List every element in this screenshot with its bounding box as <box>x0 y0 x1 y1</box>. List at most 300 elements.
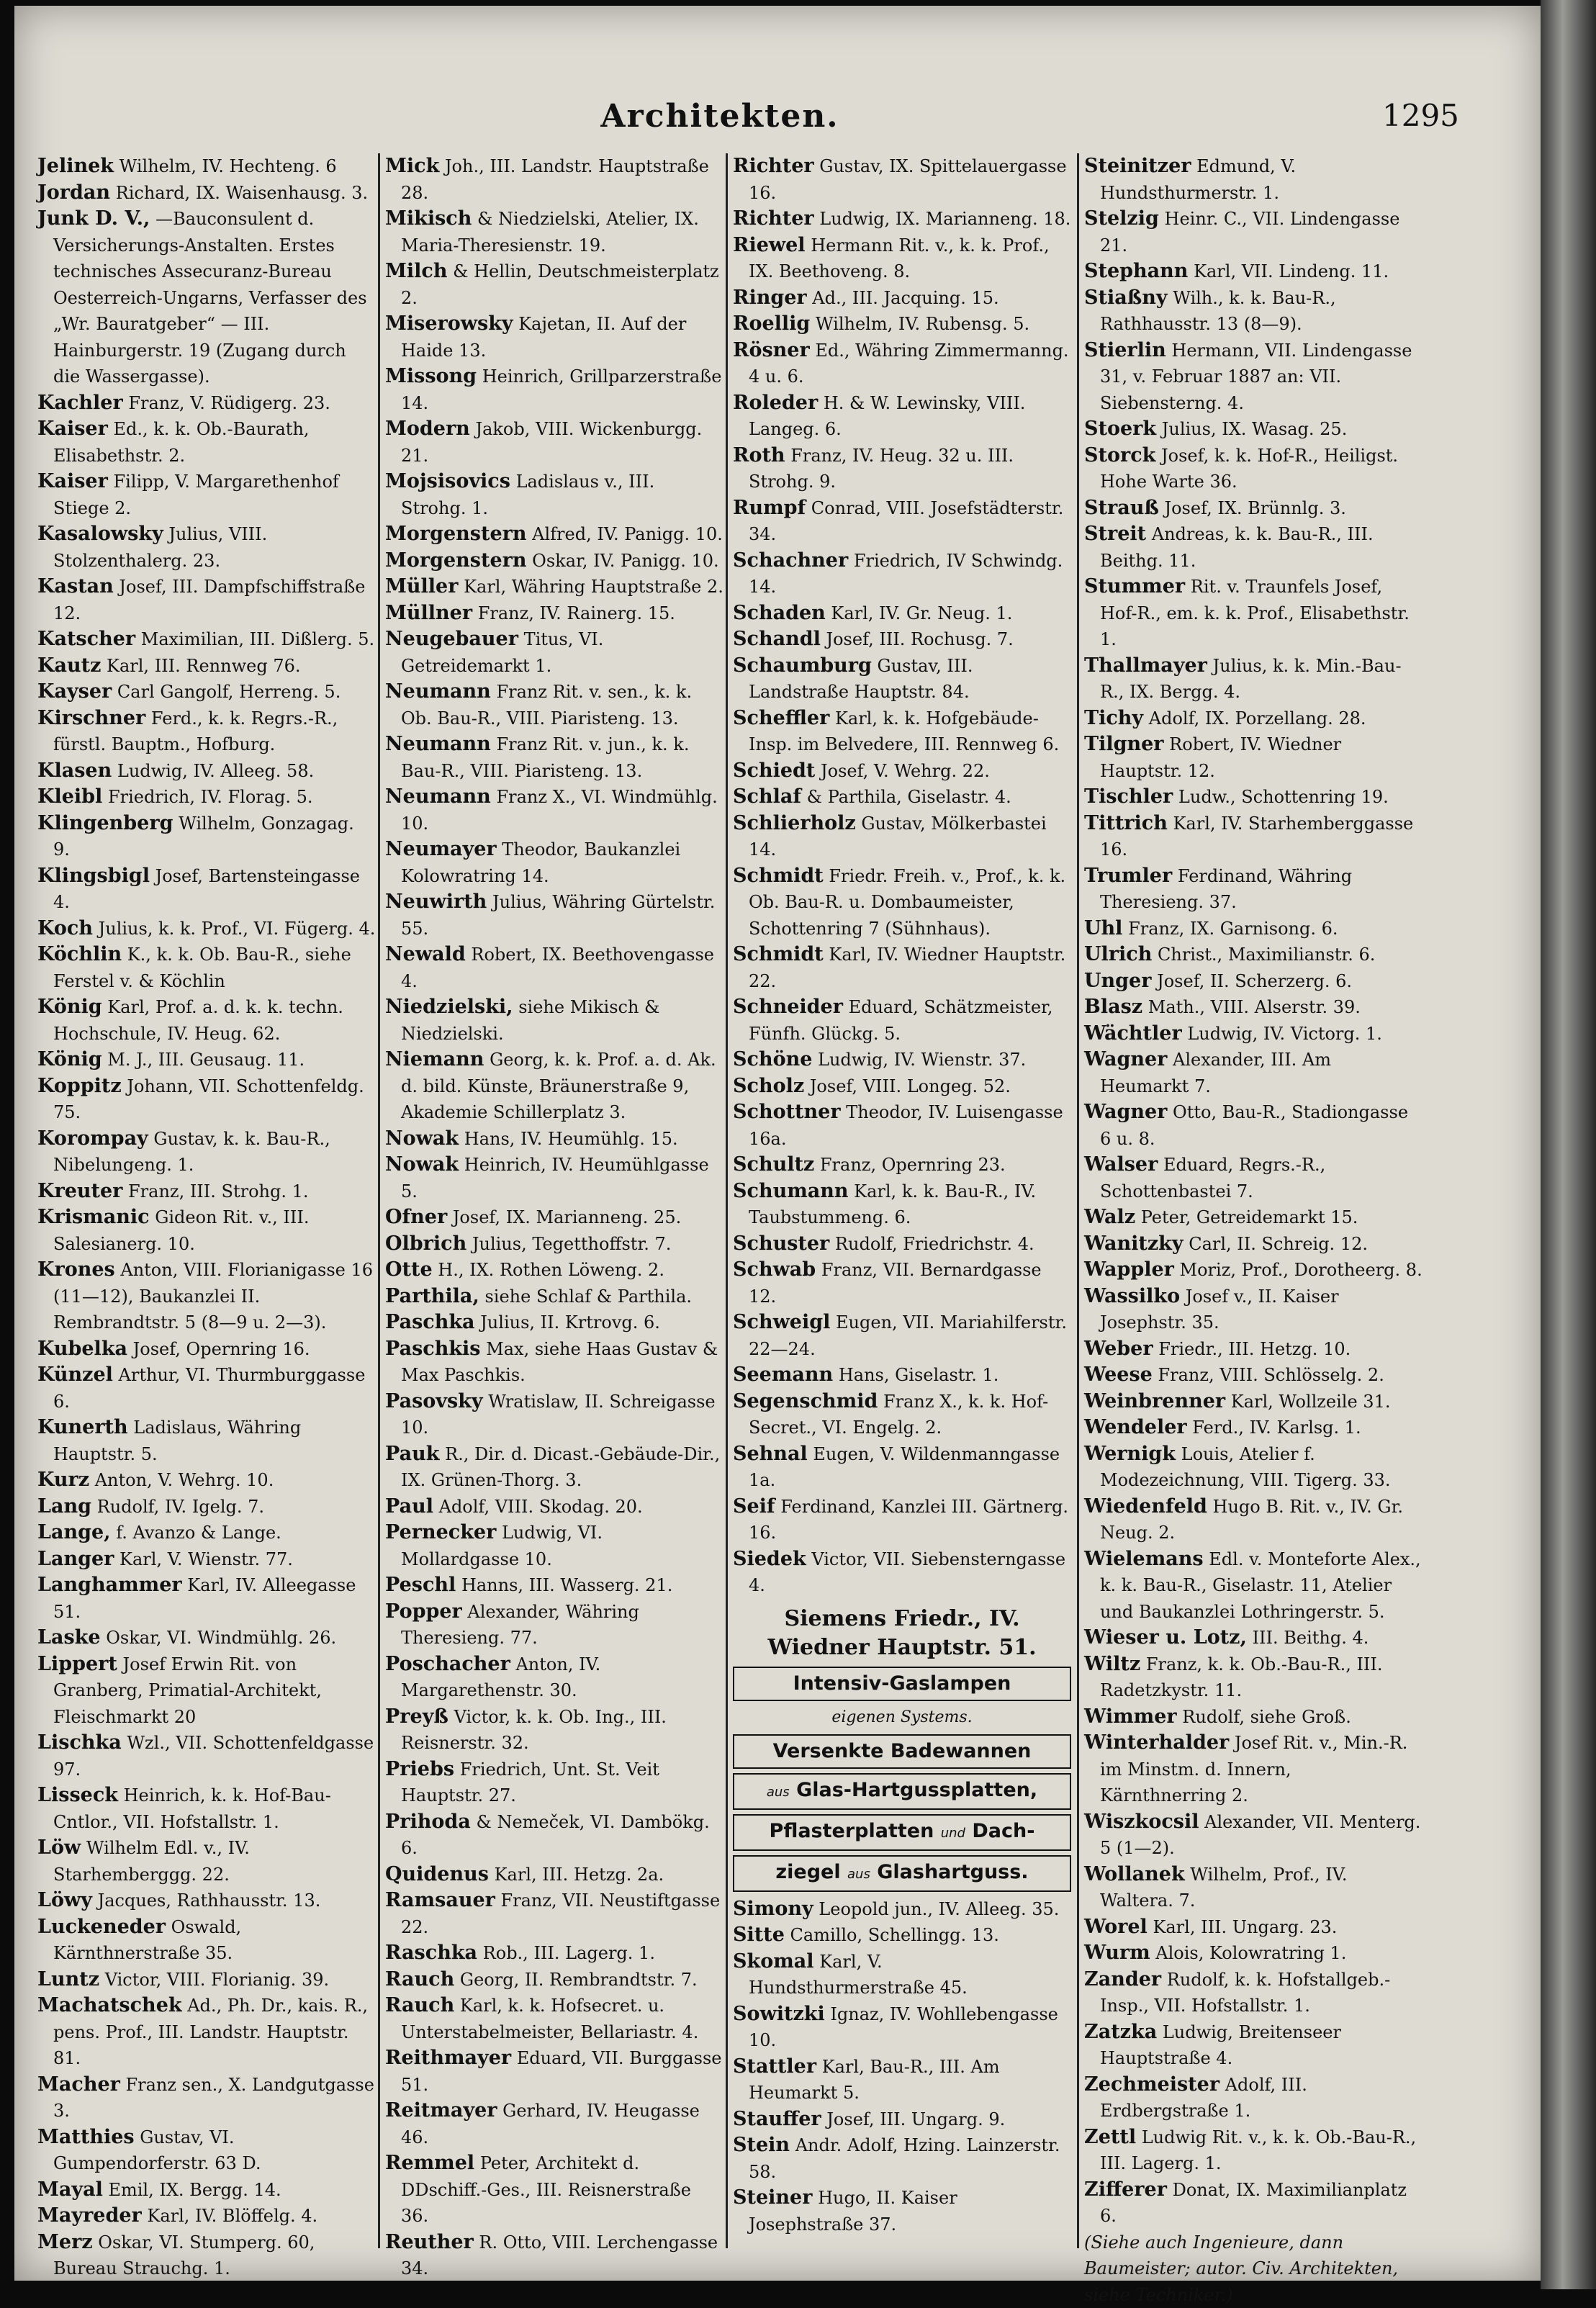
entry-details: Leopold jun., IV. Alleeg. 35. <box>819 1899 1059 1919</box>
directory-entry <box>37 1494 376 1520</box>
entry-name: Niemann <box>385 1048 484 1070</box>
entry-details: Julius, k. k. Min.-Bau-R., IX. Bergg. 4. <box>1100 656 1402 703</box>
entry-name: Paschka <box>385 1311 475 1333</box>
entry-details: Wilhelm, Prof., IV. Waltera. 7. <box>1100 1865 1347 1911</box>
entry-name: Priebs <box>385 1758 454 1780</box>
entry-details: Adolf, VIII. Skodag. 20. <box>439 1497 643 1517</box>
directory-entry <box>1084 574 1423 653</box>
directory-entry <box>385 994 723 1047</box>
page-number: 1295 <box>1382 98 1459 133</box>
entry-name: Lange, <box>37 1521 111 1543</box>
directory-entry <box>37 1362 376 1415</box>
directory-entry <box>385 548 723 574</box>
book-edge <box>1541 0 1596 2289</box>
entry-name: Schottner <box>733 1101 841 1123</box>
directory-entry <box>1084 653 1423 706</box>
directory-entry <box>733 653 1071 706</box>
entry-details: Oskar, VI. Windmühlg. 26. <box>106 1628 336 1648</box>
entry-details: Heinrich, IV. Heumühlgasse 5. <box>401 1155 709 1202</box>
entry-details: Ad., Ph. Dr., kais. R., pens. Prof., III. Landstr. Hauptstr. 81. <box>53 1996 368 2068</box>
entry-name: Lippert <box>37 1653 117 1675</box>
directory-entry <box>733 1178 1071 1231</box>
entry-name: Machatschek <box>37 1994 182 2016</box>
directory-entry <box>385 311 723 364</box>
directory-entry <box>37 626 376 653</box>
siemens-advertisement <box>733 1605 1071 1892</box>
directory-entry <box>1084 1415 1423 1441</box>
entry-details: Ad., III. Jacquing. 15. <box>812 288 998 308</box>
entry-details: Conrad, VIII. Josefstädterstr. 34. <box>749 498 1063 545</box>
directory-entry <box>385 521 723 548</box>
directory-entry <box>385 1993 723 2045</box>
directory-entry <box>1084 1546 1423 1626</box>
entry-details: Gustav, Mölkerbastei 14. <box>749 813 1047 860</box>
entry-details: Gustav, k. k. Bau-R., Nibelungeng. 1. <box>53 1129 330 1176</box>
entry-name: Segenschmid <box>733 1390 878 1412</box>
directory-entry <box>733 811 1071 863</box>
directory-entry <box>1084 1862 1423 1914</box>
directory-entry <box>733 1257 1071 1309</box>
directory-entry <box>733 2132 1071 2185</box>
entry-name: Olbrich <box>385 1232 466 1255</box>
entry-details: Hans, IV. Heumühlg. 15. <box>464 1129 678 1149</box>
directory-entry <box>385 679 723 731</box>
directory-entry <box>1084 1389 1423 1415</box>
footnote: (Siehe auch Ingenieure, dann Baumeister; autor. Civ. Architekten, siehe Techniker.) <box>1084 2230 1423 2308</box>
entry-details: Franz Rit. v. sen., k. k. Ob. Bau-R., VIII. Piaristeng. 13. <box>401 682 692 729</box>
entry-details: Karl, Währing Hauptstraße 2. <box>464 577 723 597</box>
entry-name: Stauffer <box>733 2108 821 2130</box>
directory-entry <box>733 1546 1071 1599</box>
entry-name: Worel <box>1084 1916 1148 1938</box>
entry-name: Müllner <box>385 602 472 624</box>
directory-entry <box>385 1704 723 1757</box>
directory-entry <box>733 1099 1071 1152</box>
entry-details: Karl, III. Hetzg. 2a. <box>495 1865 664 1885</box>
directory-entry <box>37 653 376 680</box>
entry-name: Schöne <box>733 1048 812 1070</box>
entry-name: Tichy <box>1084 707 1143 729</box>
directory-entry <box>37 206 376 390</box>
entry-details: Karl, III. Ungarg. 23. <box>1153 1917 1337 1937</box>
entry-details: & Hellin, Deutschmeisterplatz 2. <box>401 261 719 308</box>
entry-details: Rit. v. Traunfels Josef, Hof-R., em. k. k. Prof., Elisabethstr. 1. <box>1100 577 1410 649</box>
entry-name: Peschl <box>385 1574 456 1596</box>
entry-name: Scheffler <box>733 707 829 729</box>
directory-entry <box>733 863 1071 942</box>
entry-details: Karl, IV. Starhemberggasse 16. <box>1100 813 1413 860</box>
directory-entry <box>37 811 376 863</box>
entry-details: Ludwig, IX. Marianneng. 18. <box>819 209 1070 229</box>
directory-entry <box>385 2045 723 2098</box>
entry-name: Köchlin <box>37 943 122 965</box>
entry-details: siehe Mikisch & Niedzielski. <box>401 997 659 1044</box>
entry-name: Paschkis <box>385 1338 481 1360</box>
directory-entry <box>385 206 723 258</box>
entry-details: Gustav, III. Landstraße Hauptstr. 84. <box>749 656 973 703</box>
entry-name: Mojsisovics <box>385 470 510 492</box>
directory-entry <box>1084 416 1423 443</box>
directory-entry <box>37 679 376 706</box>
entry-name: Mick <box>385 155 439 177</box>
entry-details: Ludwig, IV. Victorg. 1. <box>1187 1024 1382 1044</box>
entry-details: Adolf, IX. Porzellang. 28. <box>1149 708 1366 729</box>
entry-details: Jacques, Rathhausstr. 13. <box>98 1890 321 1911</box>
entry-details: Oswald, Kärnthnerstraße 35. <box>53 1917 241 1964</box>
entry-name: Stiaßny <box>1084 287 1168 309</box>
directory-entry <box>733 285 1071 312</box>
entry-name: Skomal <box>733 1950 814 1973</box>
directory-entry <box>1084 916 1423 942</box>
entry-name: Reitmayer <box>385 2099 497 2122</box>
directory-entry <box>385 2098 723 2150</box>
entry-details: Ladislaus, Währing Hauptstr. 5. <box>53 1417 301 1464</box>
entry-details: M. J., III. Geusaug. 11. <box>107 1050 305 1070</box>
entry-name: Tittrich <box>1084 812 1168 834</box>
entry-details: Carl Gangolf, Herreng. 5. <box>117 682 341 702</box>
directory-entry <box>385 1441 723 1494</box>
directory-entry <box>733 1949 1071 2001</box>
entry-name: Steinitzer <box>1084 155 1191 177</box>
directory-entry <box>385 1257 723 1284</box>
directory-entry <box>1084 1152 1423 1204</box>
entry-name: Reithmayer <box>385 2047 511 2069</box>
entry-details: Theodor, Baukanzlei Kolowratring 14. <box>401 839 680 886</box>
entry-details: Josef, III. Ungarg. 9. <box>826 2109 1005 2129</box>
directory-entry <box>1084 811 1423 863</box>
directory-entry <box>1084 968 1423 995</box>
directory-entry <box>1084 942 1423 968</box>
entry-name: Schultz <box>733 1153 814 1176</box>
directory-entry <box>733 2106 1071 2133</box>
directory-entry <box>37 916 376 942</box>
column-1 <box>37 153 376 2255</box>
entry-details: Victor, k. k. Ob. Ing., III. Reisnerstr. 32. <box>401 1707 667 1754</box>
entry-details: Alexander, Währing Theresieng. 77. <box>401 1602 639 1649</box>
directory-entry <box>385 1599 723 1651</box>
directory-entry <box>385 1204 723 1231</box>
entry-name: Laske <box>37 1626 101 1649</box>
directory-entry <box>37 1888 376 1914</box>
directory-entry <box>37 2072 376 2124</box>
directory-entry <box>1084 2019 1423 2072</box>
directory-entry <box>37 863 376 916</box>
entry-details: Ed., Währing Zimmermanng. 4 u. 6. <box>749 341 1069 387</box>
directory-entry <box>37 758 376 785</box>
entry-name: Koppitz <box>37 1075 122 1097</box>
directory-entry <box>37 942 376 994</box>
entry-details: Rudolf, siehe Groß. <box>1182 1707 1351 1727</box>
entry-details: Karl, Bau-R., III. Am Heumarkt 5. <box>749 2057 1000 2104</box>
column-divider <box>726 153 728 2248</box>
entry-name: Steiner <box>733 2186 812 2209</box>
directory-entry <box>37 994 376 1047</box>
directory-entry <box>1084 153 1423 206</box>
entry-name: Wiedenfeld <box>1084 1495 1207 1518</box>
directory-entry <box>733 1309 1071 1362</box>
entry-details: Franz, VII. Bernardgasse 12. <box>749 1260 1042 1307</box>
directory-entry <box>37 1572 376 1625</box>
entry-details: Franz Rit. v. jun., k. k. Bau-R., VIII. Piaristeng. 13. <box>401 734 689 781</box>
entry-details: Theodor, IV. Luisengasse 16a. <box>749 1102 1063 1149</box>
entry-name: Wagner <box>1084 1101 1167 1123</box>
entry-details: & Parthila, Giselastr. 4. <box>807 787 1011 807</box>
directory-entry <box>1084 258 1423 285</box>
entry-details: Ed., k. k. Ob.-Baurath, Elisabethstr. 2. <box>53 419 310 466</box>
directory-entry <box>385 1494 723 1520</box>
entry-details: Hanns, III. Wasserg. 21. <box>461 1575 672 1595</box>
entry-details: Ladislaus v., III. Strohg. 1. <box>401 472 654 518</box>
entry-details: Ludw., Schottenring 19. <box>1178 787 1389 807</box>
entry-name: Kachler <box>37 392 123 414</box>
entry-details: siehe Schlaf & Parthila. <box>484 1286 692 1307</box>
entry-name: Kautz <box>37 654 101 677</box>
entry-details: Karl, V. Hundsthurmerstraße 45. <box>749 1952 968 1998</box>
entry-details: Moriz, Prof., Dorotheerg. 8. <box>1180 1260 1423 1280</box>
directory-entry <box>733 784 1071 811</box>
ad-line-systems: eigenen Systems. <box>733 1705 1071 1730</box>
entry-name: Katscher <box>37 628 135 650</box>
directory-entry <box>1084 1204 1423 1231</box>
entry-name: Schweigl <box>733 1311 830 1333</box>
directory-entry <box>37 2203 376 2230</box>
entry-details: Ignaz, IV. Wohllebengasse 10. <box>749 2004 1058 2051</box>
directory-entry <box>1084 1651 1423 1704</box>
directory-entry <box>1084 1257 1423 1284</box>
entry-details: Alexander, III. Am Heumarkt 7. <box>1100 1050 1331 1096</box>
entry-name: Streit <box>1084 523 1146 545</box>
entry-name: Strauß <box>1084 497 1159 519</box>
entry-name: Winterhalder <box>1084 1731 1229 1754</box>
directory-entry <box>37 153 376 180</box>
entry-details: Hermann Rit. v., k. k. Prof., IX. Beethoveng. 8. <box>749 235 1050 282</box>
directory-entry <box>1084 206 1423 258</box>
entry-details: Gideon Rit. v., III. Salesianerg. 10. <box>53 1207 309 1254</box>
entry-name: Morgenstern <box>385 549 527 572</box>
entry-details: Karl, IV. Wiedner Hauptstr. 22. <box>749 945 1065 991</box>
entry-name: Kunerth <box>37 1416 128 1438</box>
column-divider <box>1077 153 1079 2248</box>
entry-name: Trumler <box>1084 865 1172 887</box>
directory-entry <box>37 521 376 574</box>
directory-entry <box>37 1625 376 1651</box>
directory-entry <box>37 784 376 811</box>
directory-entry <box>385 784 723 837</box>
directory-entry <box>733 1389 1071 1441</box>
entry-name: Neuwirth <box>385 891 487 913</box>
entry-name: Quidenus <box>385 1863 489 1885</box>
entry-name: Pernecker <box>385 1521 496 1543</box>
entry-name: Wagner <box>1084 1048 1167 1070</box>
entry-details: Ludwig, Breitenseer Hauptstraße 4. <box>1100 2022 1341 2069</box>
entry-name: Lisseck <box>37 1784 118 1806</box>
directory-entry <box>37 1914 376 1967</box>
entry-name: Wanitzky <box>1084 1232 1184 1255</box>
entry-details: Julius, Tegetthoffstr. 7. <box>472 1234 672 1254</box>
entry-details: Hans, Giselastr. 1. <box>839 1365 999 1385</box>
ad-line-glasplatten: aus Glas-Hartgussplatten, <box>733 1773 1071 1810</box>
directory-entry <box>385 469 723 521</box>
entry-name: Neumann <box>385 785 491 808</box>
entry-name: Sowitzki <box>733 2003 825 2025</box>
entry-details: Franz, Opernring 23. <box>820 1155 1006 1175</box>
directory-entry <box>385 1126 723 1153</box>
entry-details: Donat, IX. Maximilianplatz 6. <box>1100 2180 1407 2227</box>
entry-name: Rauch <box>385 1994 454 2016</box>
entry-name: Seif <box>733 1495 775 1518</box>
entry-name: Wimmer <box>1084 1705 1177 1728</box>
directory-entry <box>1084 1231 1423 1258</box>
entry-details: —Bauconsulent d. Versicherungs-Anstalten. Erstes technisches Assecuranz-Bureau Oesterreich-Ungarns, Verfasser des „Wr. Bauratgeber“ — III. Hainburgerstr. 19 (Zugang durch die Wassergasse). <box>53 209 367 387</box>
entry-details: Alfred, IV. Panigg. 10. <box>532 524 723 544</box>
entry-details: Eduard, Schätzmeister, Fünfh. Glückg. 5. <box>749 997 1053 1044</box>
entry-name: Wielemans <box>1084 1548 1204 1570</box>
directory-entry <box>385 1389 723 1441</box>
ad-line-ziegel: ziegel aus Glashartguss. <box>733 1855 1071 1892</box>
entry-name: Kurz <box>37 1469 89 1491</box>
entry-name: Ramsauer <box>385 1889 495 1911</box>
directory-entry <box>385 1152 723 1204</box>
entry-details: Ludwig, IV. Alleeg. 58. <box>117 761 314 781</box>
entry-name: Wiltz <box>1084 1653 1140 1675</box>
entry-details: Johann, VII. Schottenfeldg. 75. <box>53 1076 364 1123</box>
ad-line-pflasterplatten: Pflasterplatten und Dach- <box>733 1814 1071 1851</box>
entry-name: Milch <box>385 260 447 282</box>
entry-details: Friedr., III. Hetzg. 10. <box>1158 1339 1351 1359</box>
directory-entry <box>733 390 1071 443</box>
entry-details: H. & W. Lewinsky, VIII. Langeg. 6. <box>749 393 1025 440</box>
entry-name: Stein <box>733 2134 790 2156</box>
entry-name: Pauk <box>385 1443 439 1465</box>
entry-details: Richard, IX. Waisenhausg. 3. <box>116 183 368 203</box>
entry-name: Wächtler <box>1084 1022 1182 1045</box>
entry-name: Simony <box>733 1898 813 1920</box>
entry-details: Eduard, VII. Burggasse 51. <box>401 2048 722 2095</box>
entry-details: Ludwig, IV. Wienstr. 37. <box>818 1050 1026 1070</box>
entry-details: Adolf, III. Erdbergstraße 1. <box>1100 2075 1307 2122</box>
entry-name: Stoerk <box>1084 418 1156 440</box>
entry-details: Kajetan, II. Auf der Haide 13. <box>401 314 686 361</box>
directory-entry <box>733 1152 1071 1178</box>
entry-details: Jakob, VIII. Wickenburgg. 21. <box>401 419 702 466</box>
entry-details: Karl, VII. Lindeng. 11. <box>1194 261 1389 281</box>
directory-entry <box>1084 1021 1423 1047</box>
entry-name: Schlierholz <box>733 812 856 834</box>
entry-name: Schneider <box>733 996 843 1018</box>
entry-name: Schaden <box>733 602 826 624</box>
entry-name: Walz <box>1084 1206 1135 1228</box>
directory-entry <box>37 1835 376 1888</box>
entry-name: Zettl <box>1084 2126 1136 2148</box>
directory-entry <box>37 1967 376 1993</box>
entry-name: Riewel <box>733 234 806 256</box>
entry-name: Sehnal <box>733 1443 808 1465</box>
directory-entry <box>385 416 723 469</box>
directory-entry <box>1084 495 1423 522</box>
entry-name: Schuster <box>733 1232 829 1255</box>
entry-details: Josef, V. Wehrg. 22. <box>821 761 990 781</box>
entry-details: Filipp, V. Margarethenhof Stiege 2. <box>53 472 339 518</box>
entry-name: Macher <box>37 2073 120 2096</box>
directory-entry <box>1084 2177 1423 2230</box>
entry-name: Tischler <box>1084 785 1173 808</box>
entry-name: Schiedt <box>733 759 815 782</box>
entry-details: Emil, IX. Bergg. 14. <box>108 2180 281 2200</box>
directory-entry <box>385 364 723 416</box>
directory-entry <box>385 1940 723 1967</box>
entry-name: Nowak <box>385 1127 459 1150</box>
entry-name: Langer <box>37 1548 114 1570</box>
directory-entry <box>37 1047 376 1073</box>
entry-name: Krones <box>37 1258 115 1281</box>
entry-name: Stummer <box>1084 575 1185 598</box>
entry-details: & Niedzielski, Atelier, IX. Maria-Theresienstr. 19. <box>401 209 699 256</box>
entry-details: Rudolf, Friedrichstr. 4. <box>835 1234 1034 1254</box>
entry-details: Karl, k. k. Hofsecret. u. Unterstabelmeister, Bellariastr. 4. <box>401 1996 698 2042</box>
entry-details: Ferdinand, Kanzlei III. Gärtnerg. 16. <box>749 1497 1068 1543</box>
directory-entry <box>385 837 723 889</box>
entry-details: R. Otto, VIII. Lerchengasse 34. <box>401 2232 718 2279</box>
directory-entry <box>37 1467 376 1494</box>
entry-details: Victor, VII. Siebensterngasse 4. <box>749 1549 1065 1596</box>
entry-details: Peter, Getreidemarkt 15. <box>1141 1207 1358 1227</box>
directory-entry <box>733 2001 1071 2054</box>
entry-name: Künzel <box>37 1363 113 1386</box>
entry-details: Karl, III. Rennweg 76. <box>107 656 300 676</box>
entry-name: Newald <box>385 943 466 965</box>
entry-name: Missong <box>385 365 477 387</box>
entry-name: Zatzka <box>1084 2021 1157 2043</box>
entry-details: Friedrich, IV. Florag. 5. <box>108 787 313 807</box>
entry-details: Wratislaw, II. Schreigasse 10. <box>401 1392 716 1438</box>
directory-entry <box>385 2150 723 2230</box>
directory-entry <box>733 1494 1071 1546</box>
directory-entry <box>733 495 1071 548</box>
entry-details: Franz, III. Strohg. 1. <box>128 1181 308 1202</box>
directory-entry <box>37 1178 376 1205</box>
directory-entry <box>1084 1967 1423 2019</box>
entry-details: Hugo B. Rit. v., IV. Gr. Neug. 2. <box>1100 1497 1403 1543</box>
directory-entry <box>37 1126 376 1178</box>
entry-name: Junk D. V., <box>37 207 150 230</box>
directory-entry <box>1084 338 1423 417</box>
entry-details: Wzl., VII. Schottenfeldgasse 97. <box>53 1733 374 1780</box>
entry-name: Roth <box>733 444 785 466</box>
entry-details: Karl, Prof. a. d. k. k. techn. Hochschule, IV. Heug. 62. <box>53 997 343 1044</box>
entry-name: Miserowsky <box>385 312 513 335</box>
entry-name: Schlaf <box>733 785 801 808</box>
entry-name: Schumann <box>733 1180 849 1202</box>
directory-entry <box>37 2177 376 2204</box>
entry-name: Poschacher <box>385 1653 510 1675</box>
entry-details: Josef, IX. Marianneng. 25. <box>453 1207 681 1227</box>
directory-entry <box>385 731 723 784</box>
directory-entry <box>733 1231 1071 1258</box>
entry-details: Rudolf, IV. Igelg. 7. <box>97 1497 264 1517</box>
directory-entry <box>385 258 723 311</box>
entry-details: Robert, IV. Wiedner Hauptstr. 12. <box>1100 734 1341 781</box>
directory-entry <box>385 1757 723 1809</box>
entry-name: Kirschner <box>37 707 145 729</box>
entry-details: Josef, k. k. Hof-R., Heiligst. Hohe Warte 36. <box>1100 446 1398 492</box>
entry-name: Lang <box>37 1495 91 1518</box>
entry-name: Klasen <box>37 759 112 782</box>
entry-name: Weinbrenner <box>1084 1390 1225 1412</box>
directory-entry <box>385 1888 723 1940</box>
entry-details: Ferd., k. k. Regrs.-R., fürstl. Bauptm., Hofburg. <box>53 708 338 755</box>
entry-name: Rauch <box>385 1968 454 1991</box>
entry-details: Wilhelm, IV. Rubensg. 5. <box>816 314 1029 334</box>
